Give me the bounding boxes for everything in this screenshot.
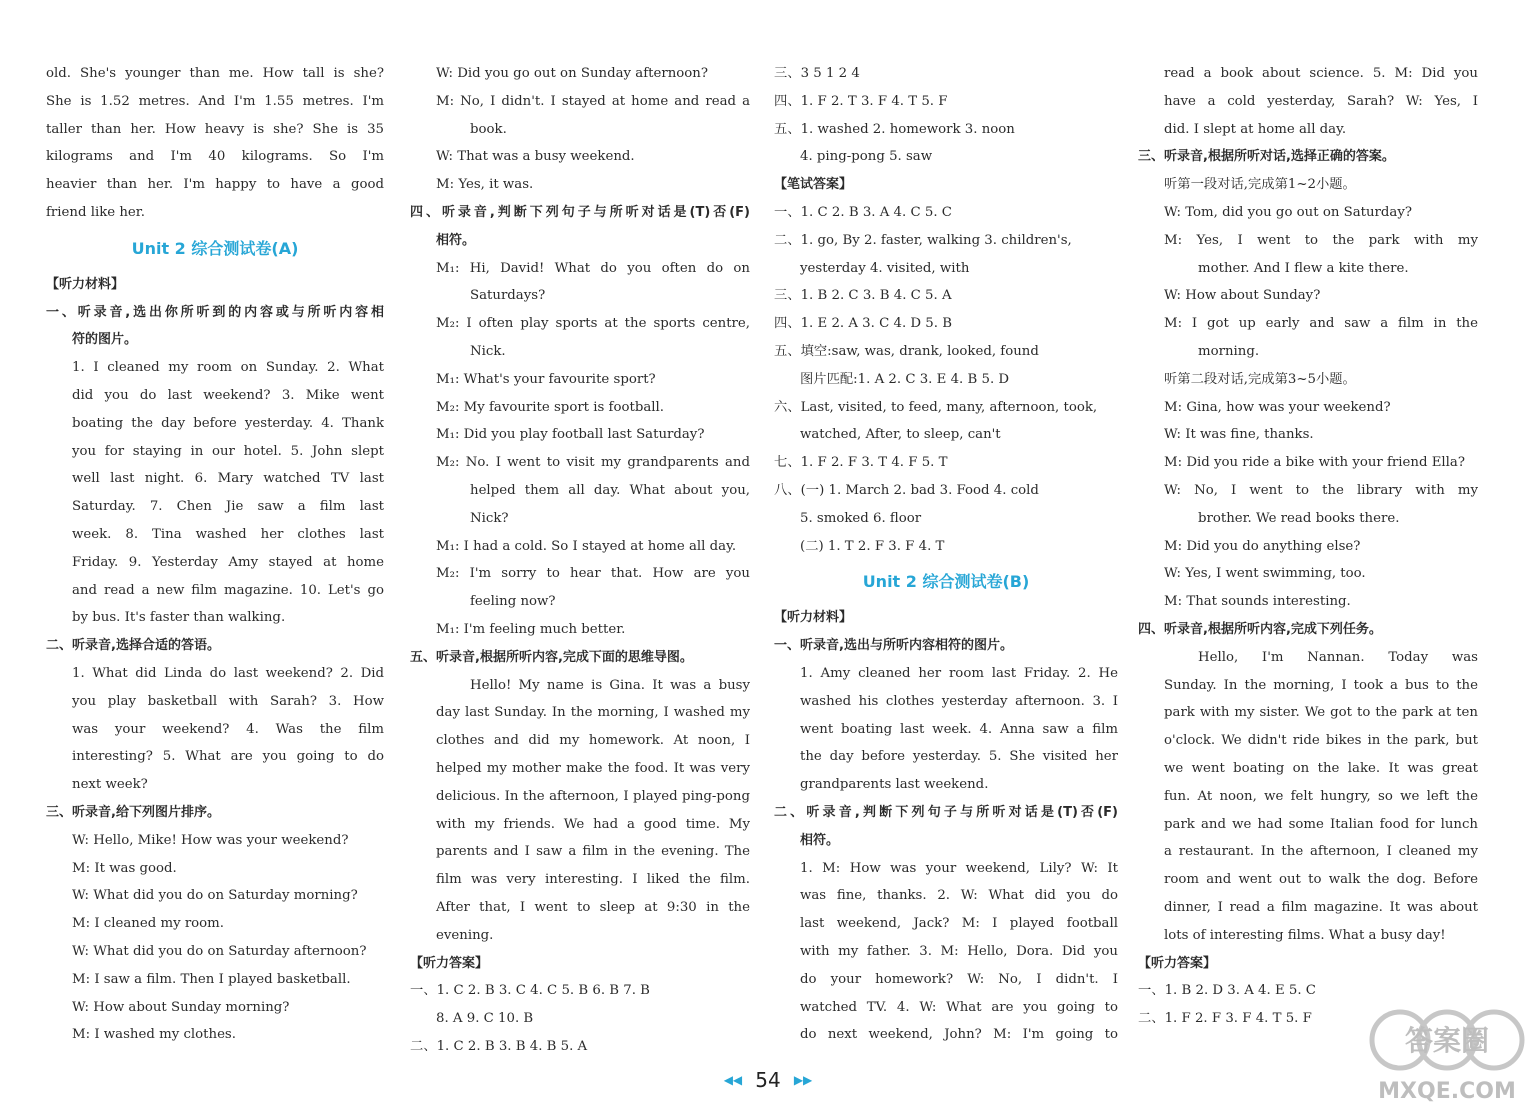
text-line: W: Yes, I went swimming, too. [1164,566,1366,582]
text-line: watched TV. 4. W: What are you going to [800,999,1118,1015]
text-line: 三、听录音,根据所听对话,选择正确的答案。 [1138,149,1395,165]
text-line: interesting? 5. What are you going to do [72,749,384,765]
text-line: you for staying in our hotel. 5. John slept [72,443,384,459]
text-line: She is 1.52 metres. And I'm 1.55 metres. I'm [46,93,384,109]
text-line: 五、1. washed 2. homework 3. noon [774,121,1015,137]
text-line: 听第一段对话,完成第1~2小题。 [1164,177,1356,193]
text-line: M: No, I didn't. I stayed at home and read a [436,93,750,109]
text-line: 符的图片。 [72,332,138,348]
next-arrows-icon: ▶▶ [793,1073,813,1087]
text-line: M: Did you do anything else? [1164,538,1361,554]
text-line: M: I got up early and saw a film in the [1164,316,1478,332]
text-line: Hello, I'm Nannan. Today was [1198,649,1478,665]
text-line: 5. smoked 6. floor [800,510,922,526]
text-line: room and went out to walk the dog. Before [1164,872,1478,888]
column-3 [774,60,1118,1049]
text-line: 一、听录音,选出与所听内容相符的图片。 [774,638,1013,654]
text-line: 【听力材料】 [774,610,853,626]
text-line: 五、听录音,根据所听内容,完成下面的思维导图。 [410,649,693,665]
text-line: 二、听录音,选择合适的答语。 [46,638,220,654]
text-line: W: It was fine, thanks. [1164,427,1314,443]
text-line: helped them all day. What about you, [470,482,750,498]
text-line: delicious. In the afternoon, I played ping-pong [436,788,750,804]
text-line: M₁: Did you play football last Saturday? [436,427,705,443]
text-line: have a cold yesterday, Sarah? W: Yes, I [1164,93,1478,109]
text-line: the day before yesterday. 5. She visited her [800,749,1118,765]
text-line: After that, I went to sleep at 9:30 in the [436,899,750,915]
text-line: 二、1. F 2. F 3. F 4. T 5. F [1138,1011,1312,1027]
text-line: M₁: What's your favourite sport? [436,371,656,387]
text-line: 一、听录音,选出你所听到的内容或与所听内容相 [46,304,384,320]
text-line: (二) 1. T 2. F 3. F 4. T [800,538,945,554]
column-4 [1138,60,1478,1033]
text-line: day last Sunday. In the morning, I washed my [436,705,750,721]
text-line: well last night. 6. Mary watched TV last [72,471,384,487]
watermark-line2: MXQE.COM [1378,1079,1516,1104]
text-line: 四、听录音,根据所听内容,完成下列任务。 [1138,621,1382,637]
text-line: dinner, I read a film magazine. It was about [1164,899,1478,915]
text-line: 一、1. B 2. D 3. A 4. E 5. C [1138,983,1316,999]
text-line: W: That was a busy weekend. [436,149,635,165]
text-line: 8. A 9. C 10. B [436,1011,534,1027]
text-line: do your homework? W: No, I didn't. I [800,971,1118,987]
text-line: 三、听录音,给下列图片排序。 [46,804,220,820]
text-line: 听第二段对话,完成第3~5小题。 [1164,371,1356,387]
text-line: M: Did you ride a bike with your friend Ella? [1164,455,1465,471]
text-line: W: No, I went to the library with my [1164,482,1478,498]
text-line: Saturday. 7. Chen Jie saw a film last [72,499,384,515]
prev-arrows-icon: ◀◀ [723,1073,743,1087]
text-line: 1. What did Linda do last weekend? 2. Did [72,665,384,681]
text-line: fun. At noon, we felt hungry, so we left the [1164,788,1478,804]
text-line: parents and I saw a film in the evening. The [436,844,750,860]
text-line: M₁: Hi, David! What do you often do on [436,260,750,276]
column-2 [410,60,750,1061]
text-line: M₂: No. I went to visit my grandparents and [436,455,750,471]
text-line: W: Hello, Mike! How was your weekend? [72,832,349,848]
text-line: was fine, thanks. 2. W: What did you do [800,888,1118,904]
text-line: 1. I cleaned my room on Sunday. 2. What [72,360,384,376]
text-line: yesterday 4. visited, with [800,260,970,276]
text-line: do next weekend, John? M: I'm going to [800,1027,1118,1043]
text-line: 4. ping-pong 5. saw [800,149,933,165]
text-line: M₂: I'm sorry to hear that. How are you [436,566,750,582]
text-line: grandparents last weekend. [800,777,989,793]
text-line: 四、1. F 2. T 3. F 4. T 5. F [774,93,948,109]
text-line: 【听力答案】 [410,955,489,971]
text-line: you play basketball with Sarah? 3. How [72,693,384,709]
text-line: Hello! My name is Gina. It was a busy [470,677,750,693]
text-line: W: Tom, did you go out on Saturday? [1164,204,1412,220]
text-line: 五、填空:saw, was, drank, looked, found [774,343,1039,359]
text-line: Friday. 9. Yesterday Amy stayed at home [72,554,384,570]
text-line: lots of interesting films. What a busy day! [1164,927,1446,943]
text-line: Sunday. In the morning, I took a bus to the [1164,677,1478,693]
text-line: boating the day before yesterday. 4. Thank [72,415,384,431]
text-line: 【听力材料】 [46,276,125,292]
text-line: W: How about Sunday? [1164,288,1321,304]
section-title: Unit 2 综合测试卷(B) [862,572,1030,592]
watermark-line1: 答案圈 [1404,1024,1490,1057]
text-line: M: Yes, I went to the park with my [1164,232,1478,248]
text-line: Nick? [470,510,509,526]
text-line: and read a new film magazine. 10. Let's go [72,582,384,598]
text-line: 四、1. E 2. A 3. C 4. D 5. B [774,316,952,332]
text-line: M: I cleaned my room. [72,916,225,932]
text-line: brother. We read books there. [1198,510,1400,526]
text-line: was your weekend? 4. Was the film [72,721,384,737]
text-line: o'clock. We didn't ride bikes in the park, but [1164,733,1478,749]
text-line: did you do last weekend? 3. Mike went [72,387,384,403]
text-line: did. I slept at home all day. [1164,121,1347,137]
text-line: read a book about science. 5. M: Did you [1164,66,1478,81]
text-line: W: What did you do on Saturday morning? [72,888,358,904]
text-line: M: That sounds interesting. [1164,594,1351,610]
text-line: 八、(一) 1. March 2. bad 3. Food 4. cold [774,482,1039,498]
text-line: book. [470,121,507,137]
text-line: mother. And I flew a kite there. [1198,260,1409,276]
text-line: M: Yes, it was. [436,177,534,193]
text-line: kilograms and I'm 40 kilograms. So I'm [46,149,384,165]
page-footer [0,1068,1536,1092]
text-line: old. She's younger than me. How tall is she? [46,66,384,81]
text-line: W: What did you do on Saturday afternoon? [72,943,367,959]
text-line: friend like her. [46,204,145,220]
text-line: heavier than her. I'm happy to have a good [46,177,384,193]
text-line: with my friends. We had a good time. My [436,816,750,832]
text-line: 相符。 [436,232,476,248]
text-line: 六、Last, visited, to feed, many, afternoon, took, [774,399,1098,415]
column-1 [46,60,384,1049]
text-line: 三、1. B 2. C 3. B 4. C 5. A [774,288,952,304]
text-line: feeling now? [470,594,556,610]
text-line: 1. M: How was your weekend, Lily? W: It [800,860,1118,876]
text-line: 图片匹配:1. A 2. C 3. E 4. B 5. D [800,371,1010,387]
text-line: M: I saw a film. Then I played basketball. [72,971,351,987]
text-line: a restaurant. In the afternoon, I cleaned my [1164,844,1478,860]
text-line: M₁: I'm feeling much better. [436,621,626,637]
text-line: 二、听录音,判断下列句子与所听对话是(T)否(F) [774,804,1118,820]
text-line: taller than her. How heavy is she? She is 35 [46,121,384,137]
text-line: 四、听录音,判断下列句子与所听对话是(T)否(F) [410,204,750,220]
text-line: 一、1. C 2. B 3. C 4. C 5. B 6. B 7. B [410,983,650,999]
text-line: by bus. It's faster than walking. [72,610,286,626]
watermark-logo [1362,1002,1532,1106]
text-line: week. 8. Tina washed her clothes last [72,526,384,542]
text-line: M: It was good. [72,860,177,876]
text-line: helped my mother make the food. It was very [436,760,750,776]
text-line: park and we had some Italian food for lunch [1164,816,1478,832]
text-line: M₂: My favourite sport is football. [436,399,665,415]
text-line: 相符。 [800,832,840,848]
text-line: washed his clothes yesterday afternoon. 3. I [800,693,1118,709]
text-line: went boating last week. 4. Anna saw a film [800,721,1118,737]
page-number: 54 [755,1068,781,1092]
text-line: M: Gina, how was your weekend? [1164,399,1391,415]
text-line: 【听力答案】 [1138,955,1217,971]
text-line: M₁: I had a cold. So I stayed at home all day. [436,538,737,554]
text-line: evening. [436,927,494,943]
text-line: W: How about Sunday morning? [72,999,290,1015]
section-title: Unit 2 综合测试卷(A) [131,238,299,258]
text-line: 二、1. go, By 2. faster, walking 3. children's, [774,232,1072,248]
text-line: film was very interesting. I liked the film. [436,872,750,888]
text-line: next week? [72,777,148,793]
text-line: Saturdays? [470,288,546,304]
text-line: park with my sister. We got to the park at ten [1164,705,1478,721]
text-line: M: I washed my clothes. [72,1027,236,1043]
text-line: 1. Amy cleaned her room last Friday. 2. He [800,665,1118,681]
text-line: 【笔试答案】 [774,177,853,193]
text-line: 七、1. F 2. F 3. T 4. F 5. T [774,455,948,471]
text-line: 一、1. C 2. B 3. A 4. C 5. C [774,204,952,220]
text-line: Nick. [470,343,506,359]
text-line: watched, After, to sleep, can't [800,427,1001,443]
text-line: morning. [1198,343,1260,359]
text-line: last weekend, Jack? M: I played football [800,916,1118,932]
text-line: with my father. 3. M: Hello, Dora. Did you [800,943,1118,959]
text-line: clothes and did my homework. At noon, I [436,733,750,749]
text-line: 三、3 5 1 2 4 [774,66,860,81]
text-line: we went boating on the lake. It was great [1164,760,1478,776]
text-line: M₂: I often play sports at the sports centre, [436,316,750,332]
text-line: W: Did you go out on Sunday afternoon? [436,66,708,81]
text-line: 二、1. C 2. B 3. B 4. B 5. A [410,1038,588,1054]
